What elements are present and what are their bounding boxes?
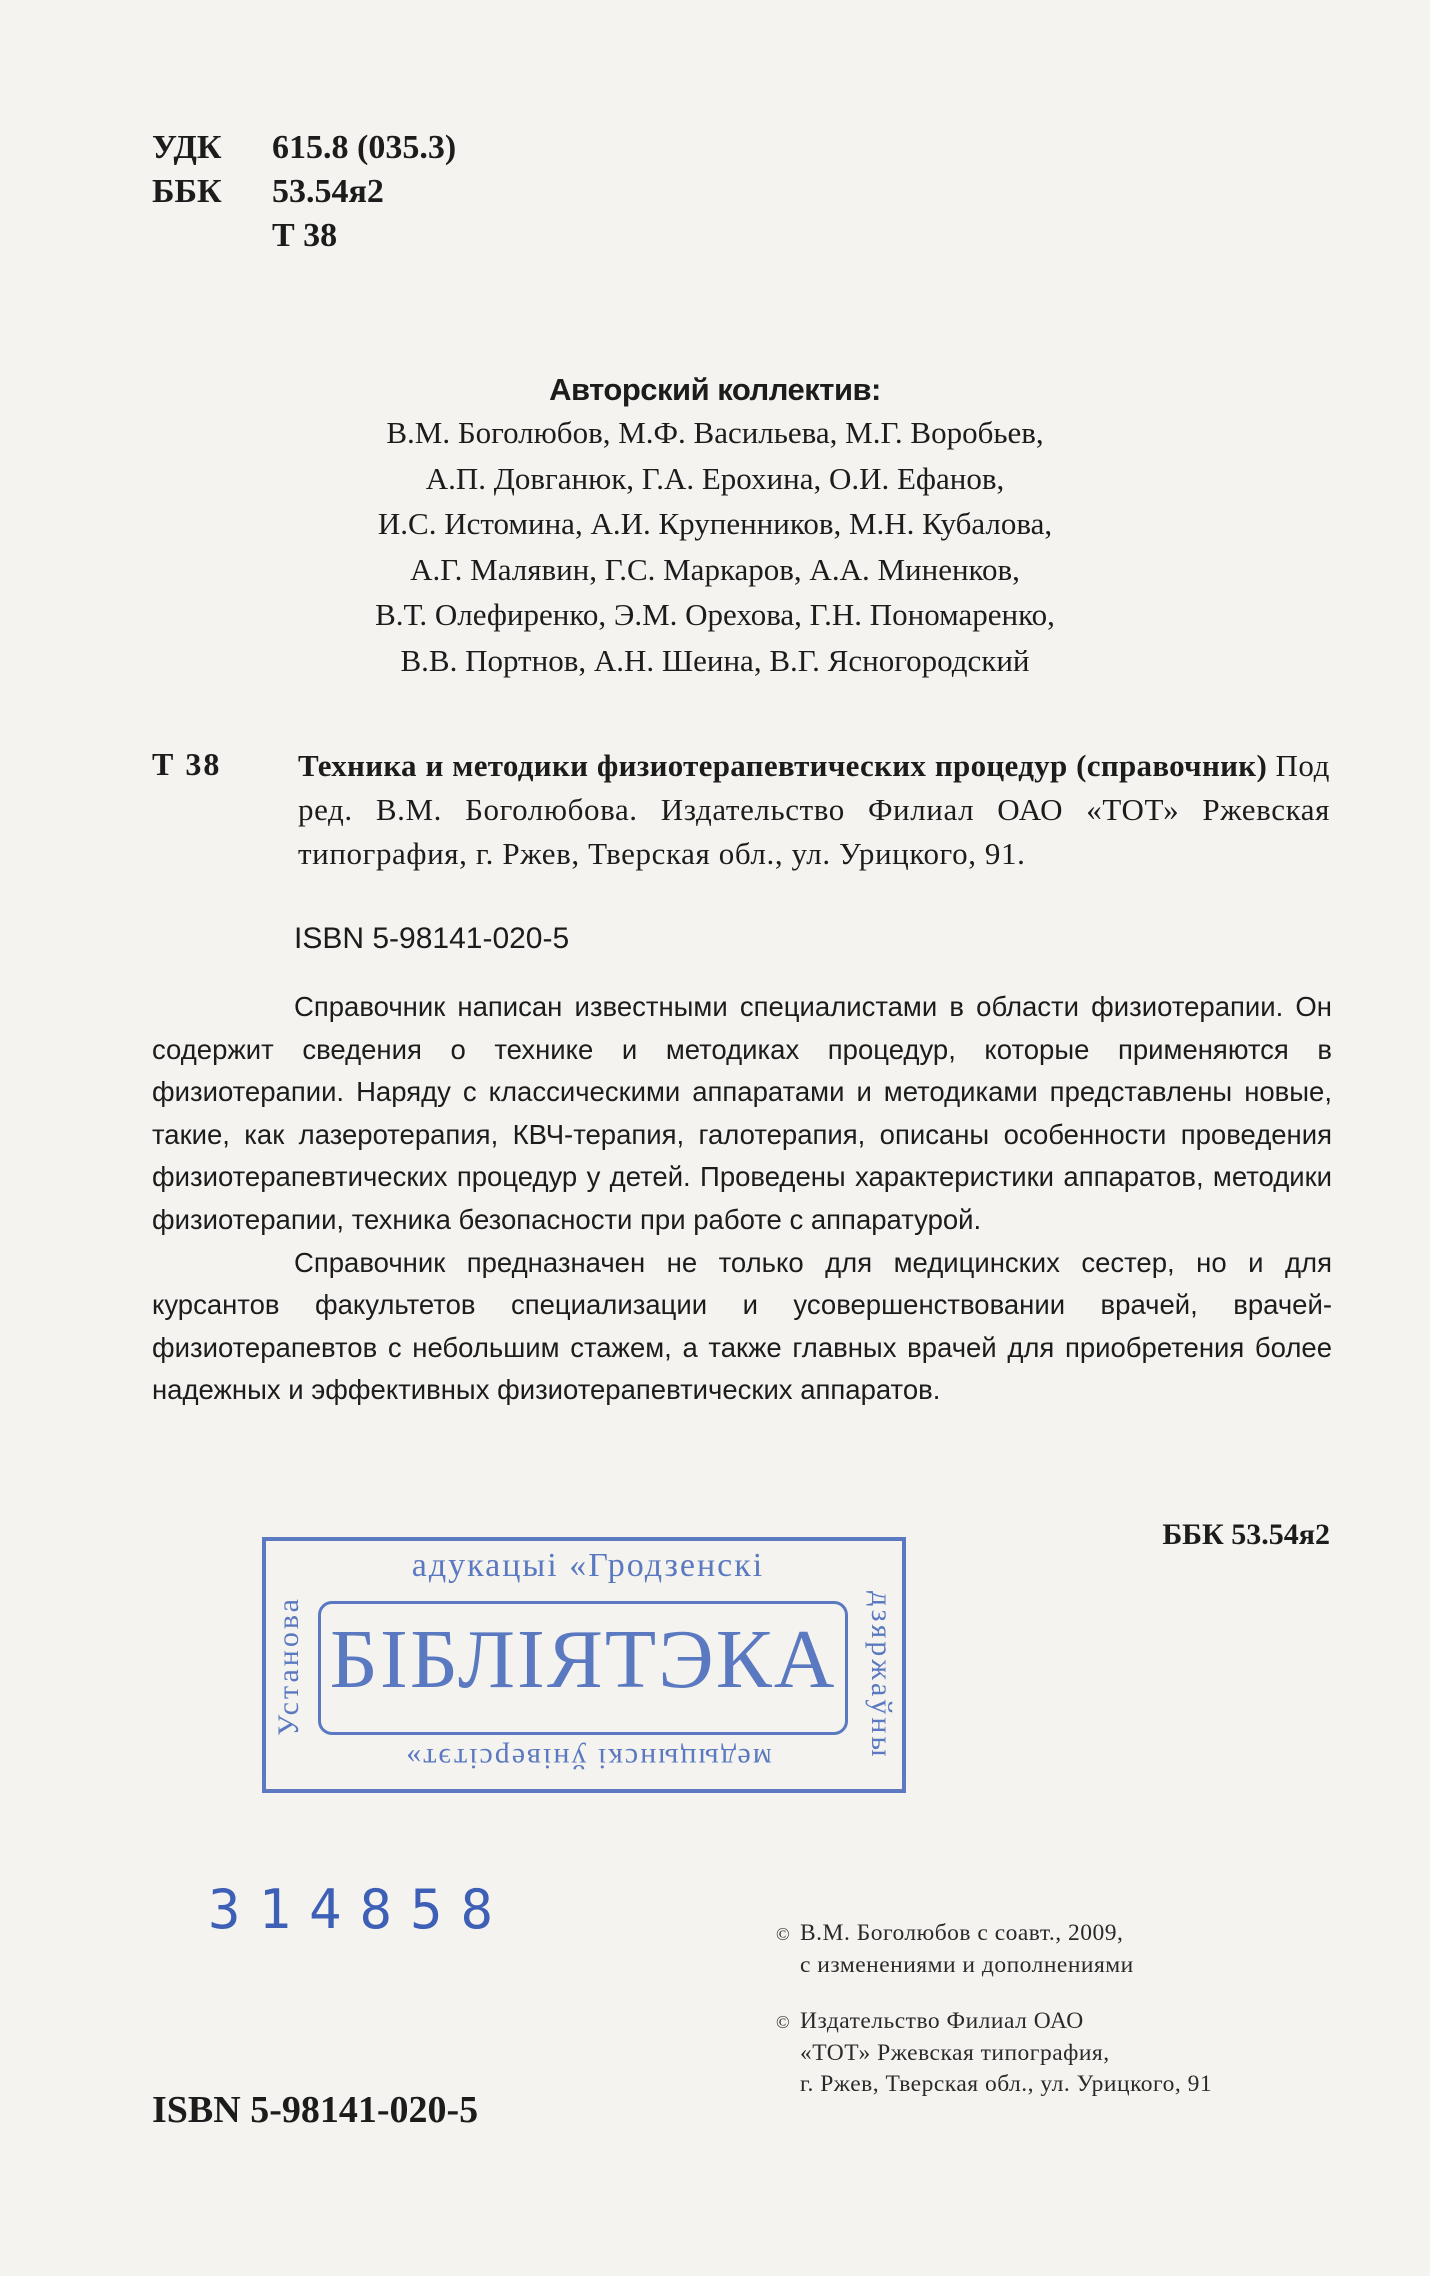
bbk-value: 53.54я2 <box>272 173 384 210</box>
copyright-publisher <box>776 2006 1213 2100</box>
book-imprint: Под ред. В.М. Боголюбова. Издательство Филиал ОАО «ТОТ» Ржевская типография, г. Ржев, Тверская обл., ул. Урицкого, 91. <box>298 748 1331 871</box>
stamp-right-text: дзяржаўны <box>865 1591 898 1760</box>
udk-label: УДК <box>152 129 222 166</box>
annotation-paragraph: Справочник написан известными специалистами в области физиотерапии. Он содержит сведения о технике и методиках процедур, которые применяются в физиотерапии. Наряду с классическими аппаратами и методиками представлены новые, такие, как лазеротерапия, КВЧ-терапия, галотерапия, описаны особенности проведения физиотерапевтических процедур у детей. Проведены характеристики аппаратов, методики физиотерапии, техника безопасности при работе с аппаратурой. <box>152 991 1332 1235</box>
authors-line: В.В. Портнов, А.Н. Шеина, В.Г. Ясногородский <box>400 642 1030 678</box>
stamp-top-text: адукацыі «Гродзенскі <box>411 1547 765 1584</box>
author-mark-row <box>152 216 337 256</box>
isbn-bottom: ISBN 5-98141-020-5 <box>152 2089 479 2131</box>
library-stamp <box>262 1537 906 1793</box>
book-title: Техника и методики физиотерапевтических процедур (справочник) <box>298 748 1268 783</box>
copyright-icon: © <box>776 2012 791 2032</box>
bib-entry <box>298 744 1330 876</box>
bib-code: Т 38 <box>152 746 222 782</box>
copyright-author <box>776 1918 1134 1981</box>
authors-list <box>0 410 1430 683</box>
stamp-main-text: БІБЛІЯТЭКА <box>329 1613 837 1706</box>
authors-line: И.С. Истомина, А.И. Крупенников, М.Н. Кубалова, <box>377 506 1053 541</box>
annotation-paragraph: Справочник предназначен не только для медицинских сестер, но и для курсантов факультетов специализации и усовершенствовании врачей, врачей-физиотерапевтов с небольшим стажем, а также главных врачей для приобретения более надежных и эффективных физиотерапевтических аппаратов. <box>152 1246 1332 1406</box>
inventory-number: 314858 <box>208 1878 512 1941</box>
udk-row <box>152 128 456 168</box>
copyright-publisher-line: г. Ржев, Тверская обл., ул. Урицкого, 91 <box>800 2071 1213 2097</box>
isbn-entry: ISBN 5-98141-020-5 <box>294 922 570 955</box>
annotation <box>152 986 1332 1412</box>
annotation-bbk: ББК 53.54я2 <box>1162 1518 1330 1551</box>
copyright-publisher-line: «ТОТ» Ржевская типография, <box>800 2040 1110 2066</box>
copyright-author-line: В.М. Боголюбов с соавт., 2009, <box>800 1920 1124 1946</box>
stamp-left-text: Установа <box>272 1596 305 1736</box>
udk-value: 615.8 (035.3) <box>272 129 457 166</box>
copyright-icon: © <box>776 1924 791 1944</box>
authors-line: В.Т. Олефиренко, Э.М. Орехова, Г.Н. Пономаренко, <box>375 597 1055 632</box>
bbk-row <box>152 172 384 212</box>
authors-heading: Авторский коллектив: <box>549 372 881 407</box>
author-mark: Т 38 <box>272 217 338 254</box>
copyright-publisher-line: Издательство Филиал ОАО <box>800 2008 1084 2034</box>
copyright-author-line: с изменениями и дополнениями <box>800 1952 1134 1978</box>
stamp-bottom-text: медыцынскі ўніверсітэт» <box>404 1742 772 1775</box>
authors-line: В.М. Боголюбов, М.Ф. Васильева, М.Г. Воробьев, <box>386 415 1044 450</box>
authors-line: А.П. Довганюк, Г.А. Ерохина, О.И. Ефанов, <box>425 460 1005 496</box>
authors-line: А.Г. Малявин, Г.С. Маркаров, А.А. Миненков, <box>410 551 1020 587</box>
bbk-label: ББК <box>152 173 222 210</box>
